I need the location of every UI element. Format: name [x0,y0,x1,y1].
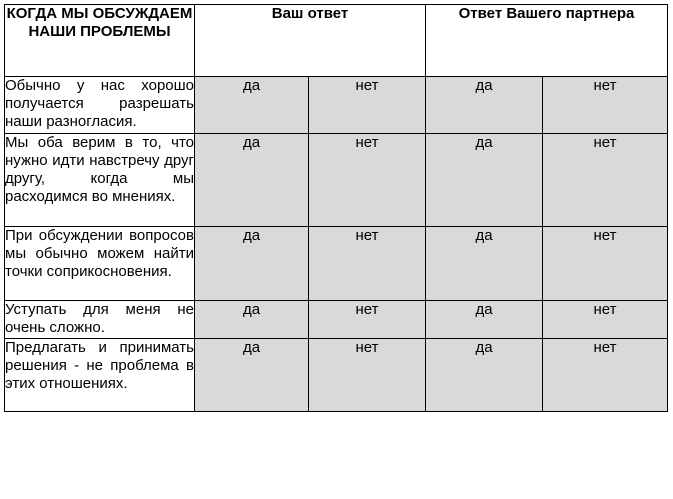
partner-answer-yes-option[interactable]: да [426,134,543,227]
your-answer-no-option[interactable]: нет [309,339,426,412]
partner-answer-yes-option[interactable]: да [426,301,543,339]
question-text: Уступать для меня не очень сложно. [5,301,195,339]
table-row [5,77,668,134]
partner-answer-no-option[interactable]: нет [543,77,668,134]
your-answer-no-option[interactable]: нет [309,134,426,227]
your-answer-no-option[interactable]: нет [309,77,426,134]
question-text: Предлагать и принимать решения - не проблема в этих отношениях. [5,339,195,412]
question-text: При обсуждении вопросов мы обычно можем найти точки соприкосновения. [5,227,195,301]
your-answer-yes-option[interactable]: да [195,227,309,301]
your-answer-yes-option[interactable]: да [195,134,309,227]
your-answer-no-option[interactable]: нет [309,301,426,339]
partner-answer-header: Ответ Вашего партнера [426,5,668,77]
table-row [5,301,668,339]
table-row [5,339,668,412]
your-answer-no-option[interactable]: нет [309,227,426,301]
your-answer-yes-option[interactable]: да [195,339,309,412]
partner-answer-no-option[interactable]: нет [543,339,668,412]
questionnaire-table [4,4,668,412]
question-text: Обычно у нас хорошо получается разрешать наши разногласия. [5,77,195,134]
your-answer-yes-option[interactable]: да [195,77,309,134]
table-row [5,227,668,301]
partner-answer-no-option[interactable]: нет [543,134,668,227]
partner-answer-yes-option[interactable]: да [426,227,543,301]
your-answer-header: Ваш ответ [195,5,426,77]
your-answer-yes-option[interactable]: да [195,301,309,339]
partner-answer-yes-option[interactable]: да [426,339,543,412]
partner-answer-yes-option[interactable]: да [426,77,543,134]
question-text: Мы оба верим в то, что нужно идти навстречу друг другу, когда мы расходимся во мнениях. [5,134,195,227]
partner-answer-no-option[interactable]: нет [543,227,668,301]
table-row [5,134,668,227]
partner-answer-no-option[interactable]: нет [543,301,668,339]
topic-header: КОГДА МЫ ОБСУЖДАЕМ НАШИ ПРОБЛЕМЫ [5,5,195,77]
header-row [5,5,668,77]
